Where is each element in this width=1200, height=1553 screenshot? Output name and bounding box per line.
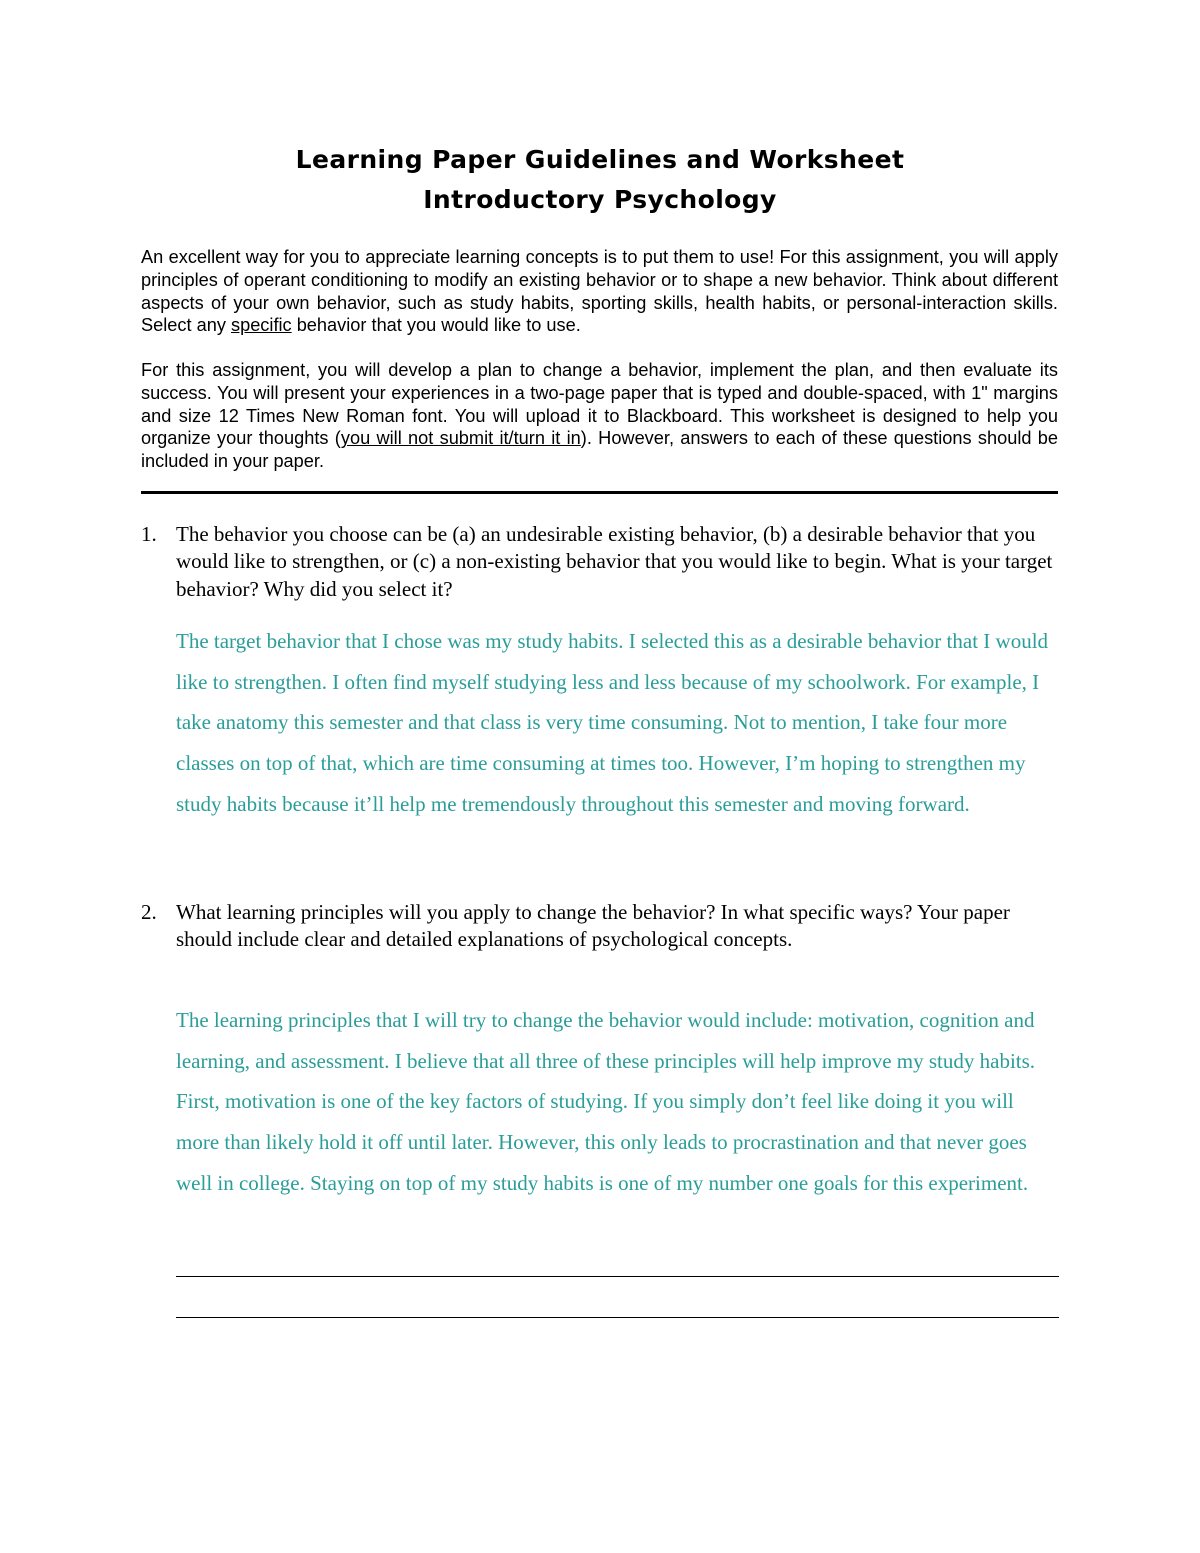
document-title: Learning Paper Guidelines and Worksheet <box>295 145 905 174</box>
intro-2-text-start: For this assignment, you will develop a plan to change a behavior, implement the plan, and then evaluate its success. You will present your experiences in a two-page paper that is typed and double-spaced, with 1" margins and size 12 Times New Roman font. You will upload it to Blackboard. This worksheet is designed to help you organize your thoughts ( <box>141 360 1058 449</box>
question-1-number: 1. <box>141 522 157 546</box>
intro-paragraph-2 <box>141 359 1058 473</box>
intro-1-text-start: An excellent way for you to appreciate learning concepts is to put them to use! For this assignment, you will apply principles of operant conditioning to modify an existing behavior or to shape a new behavior. Think about different aspects of your own behavior, such as study habits, sporting skills, health habits, or personal-interaction skills. Select any <box>141 247 1058 336</box>
intro-2-text-end: ). However, answers to each of these questions should be included in your paper. <box>141 428 1058 472</box>
intro-1-underlined-word: specific <box>230 315 292 336</box>
question-2 <box>141 899 1061 954</box>
answer-2: The learning principles that I will try to change the behavior would include: motivation, cognition and learning, and assessment. I believe that all three of these principles will help improve my study habits. First, motivation is one of the key factors of studying. If you simply don’t feel like doing it you will more than likely hold it off until later. However, this only leads to procrastination and that never goes well in college. Staying on top of my study habits is one of my number one goals for this experiment. <box>176 1008 1036 1195</box>
answer-line-2 <box>176 1317 1059 1318</box>
question-1 <box>141 521 1061 603</box>
answer-line-1 <box>176 1276 1059 1277</box>
answer-1: The target behavior that I chose was my study habits. I selected this as a desirable behavior that I would like to strengthen. I often find myself studying less and less because of my schoolwork. For example, I take anatomy this semester and that class is very time consuming. Not to mention, I take four more classes on top of that, which are time consuming at times too. However, I’m hoping to strengthen my study habits because it’ll help me tremendously throughout this semester and moving forward. <box>176 629 1049 816</box>
intro-paragraph-1 <box>141 246 1058 337</box>
intro-1-text-end: behavior that you would like to use. <box>291 315 581 336</box>
question-1-text: The behavior you choose can be (a) an undesirable existing behavior, (b) a desirable behavior that you would like to strengthen, or (c) a non-existing behavior that you would like to begin. What is your target behavior? Why did you select it? <box>176 522 1053 601</box>
question-2-text: What learning principles will you apply to change the behavior? In what specific ways? Your paper should include clear and detailed explanations of psychological concepts. <box>176 900 1010 952</box>
document-subtitle: Introductory Psychology <box>423 185 777 214</box>
section-divider <box>141 491 1058 494</box>
intro-2-underlined-phrase: you will not submit it/turn it in <box>340 428 581 449</box>
question-2-number: 2. <box>141 900 157 924</box>
